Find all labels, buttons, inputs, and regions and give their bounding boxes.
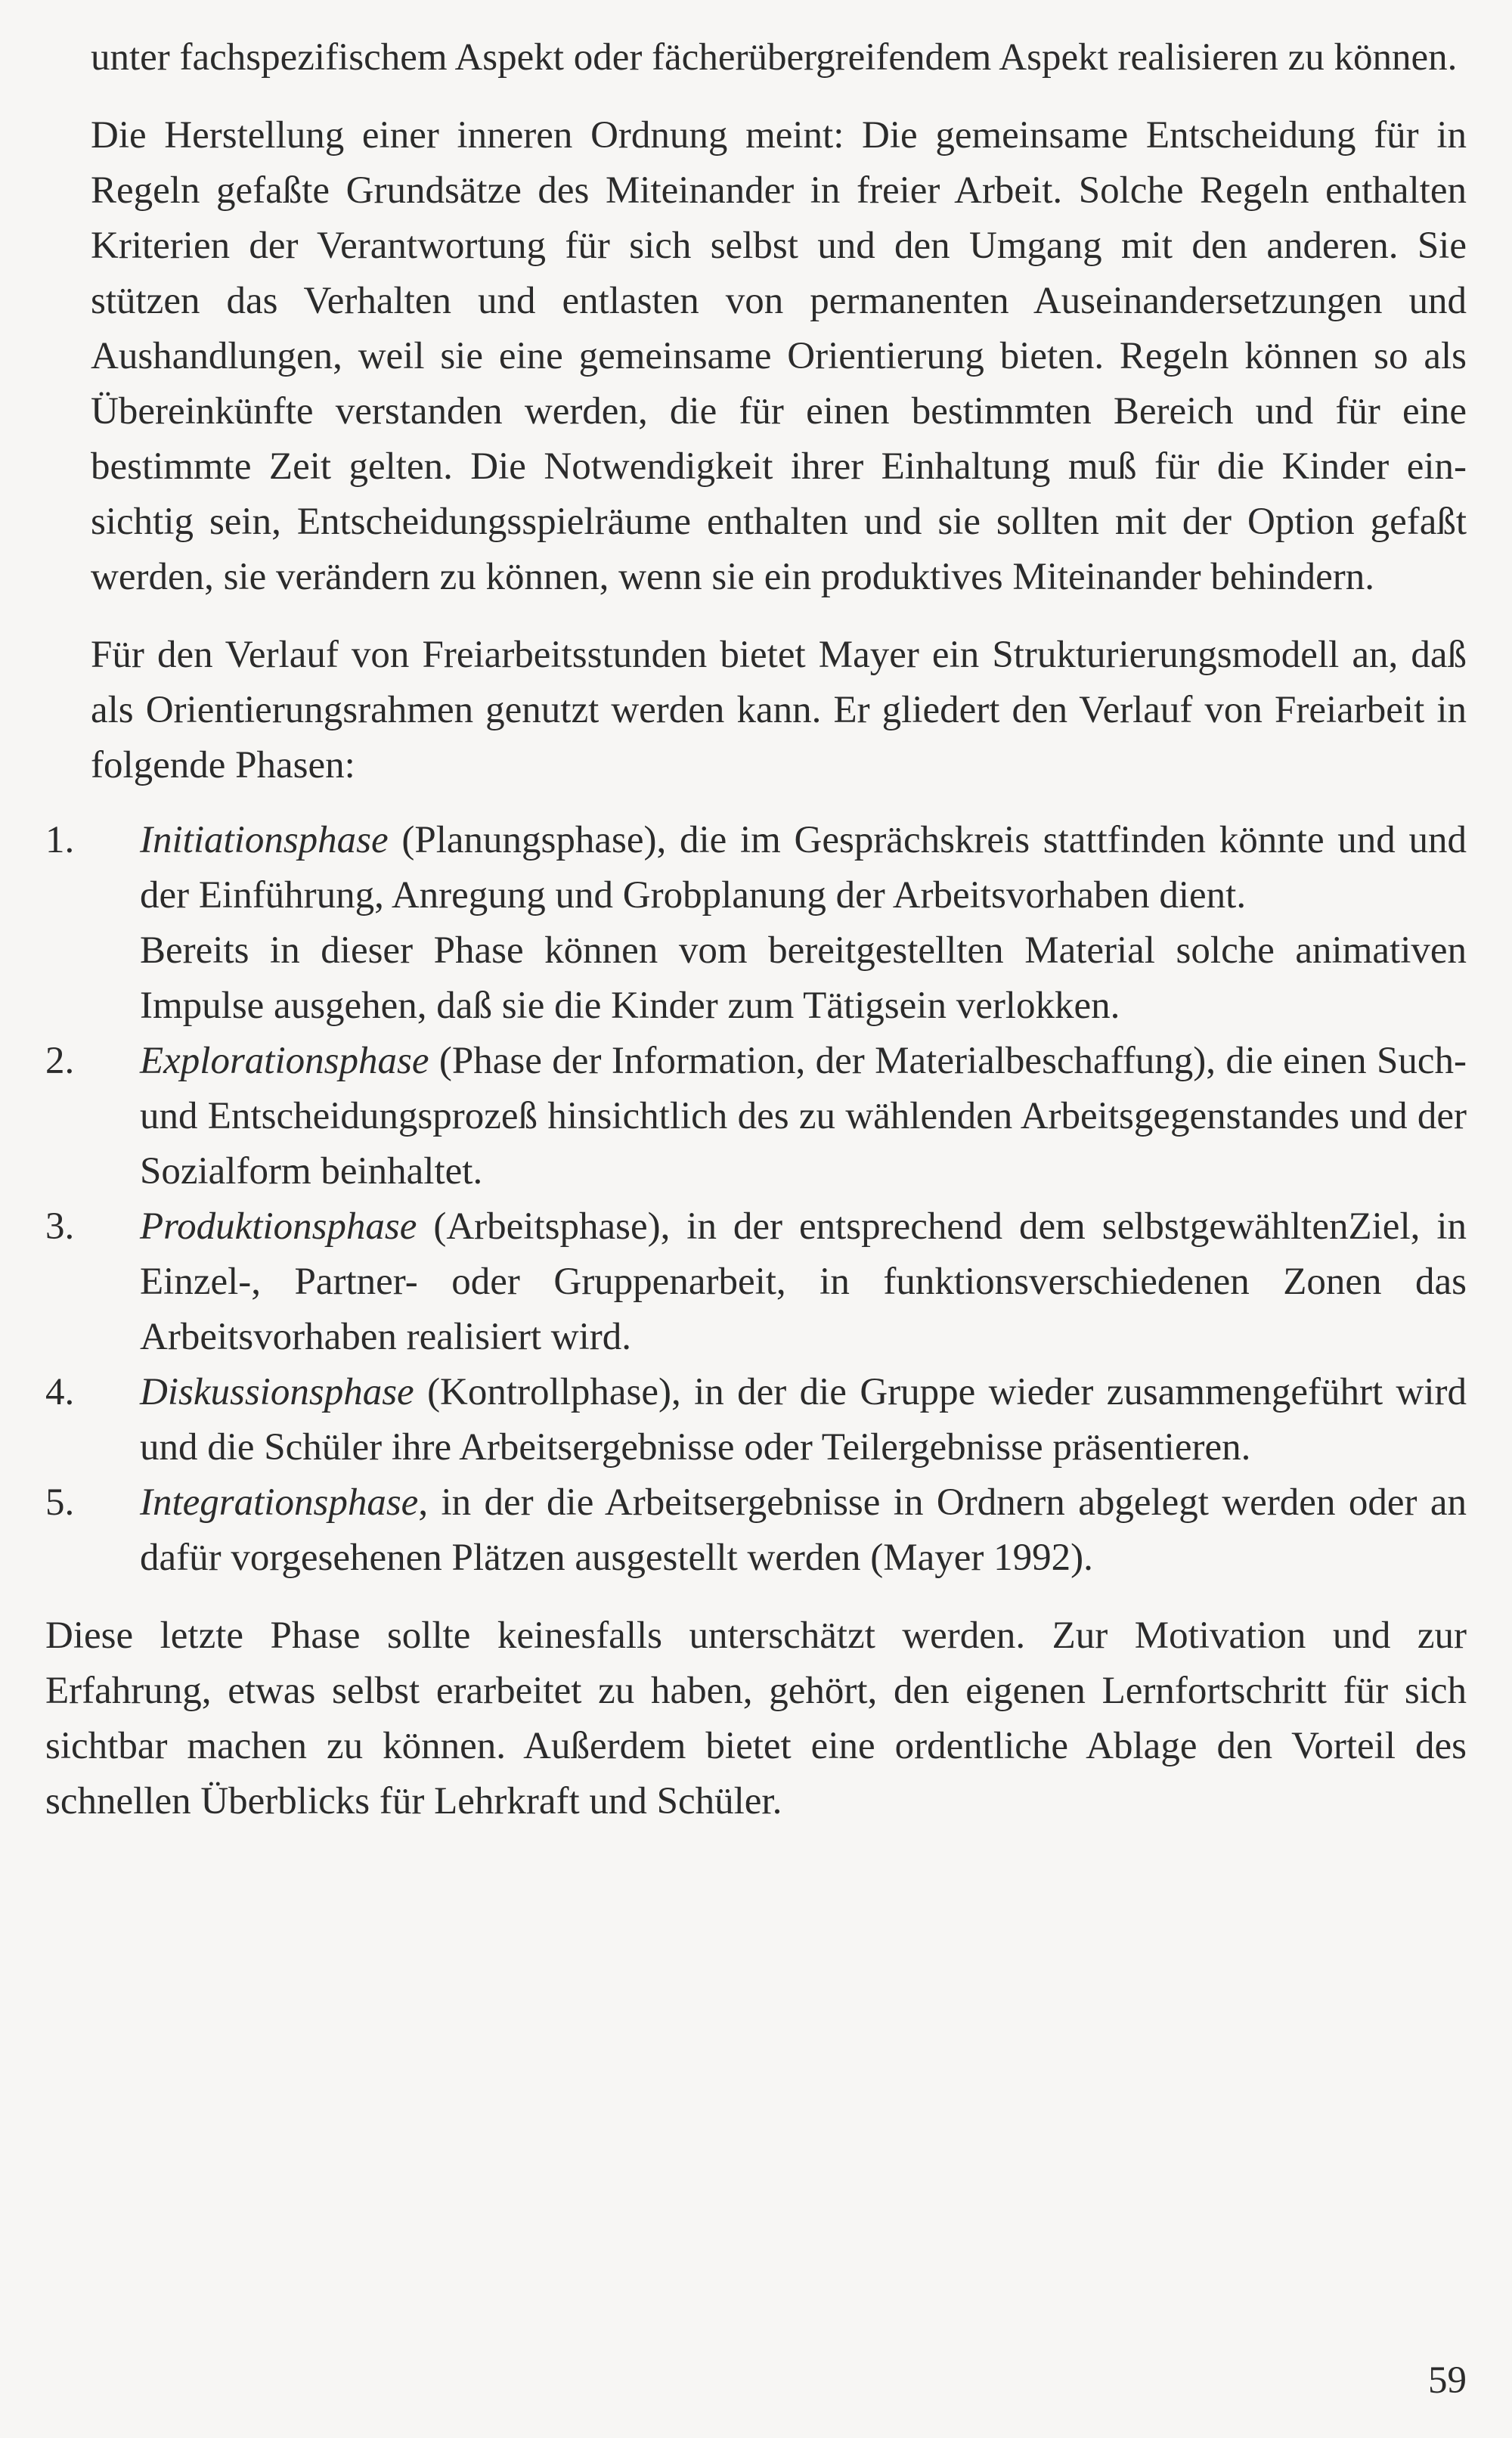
list-item (45, 1475, 1467, 1586)
list-item (45, 1034, 1467, 1199)
phase-extra-description: Bereits in dieser Phase können vom bereitgestellten Material solche animativen Impulse ausgehen, daß sie die Kinder zum Tätigsein verlokken. (140, 929, 1467, 1027)
phase-name: Produktionsphase (140, 1205, 417, 1248)
phase-description: (Arbeitsphase), in der entsprechend dem selbstgewähltenZiel, in Einzel-, Partner- oder Gruppenarbeit, in funktionsverschiedenen Zonen das Arbeitsvorhaben realisiert wird. (140, 1205, 1467, 1358)
paragraph-continuation: unter fachspezifischem Aspekt oder fächerübergreifendem Aspekt realisieren zu können. (91, 36, 1458, 79)
list-number: 2. (45, 1040, 75, 1082)
list-number: 3. (45, 1205, 75, 1248)
phase-name: Diskussionsphase (140, 1371, 414, 1413)
phase-description: (Planungsphase), die im Gesprächskreis stattfinden könnte und und der Einführung, Anregung und Grobplanung der Arbeitsvorhaben dient. (140, 819, 1467, 917)
phase-name: Initiationsphase (140, 819, 389, 861)
phase-description: , in der die Arbeitsergebnisse in Ordnern abgelegt werden oder an dafür vorgesehenen Plätzen ausgestellt werden (Mayer 1992). (140, 1481, 1467, 1579)
list-item (45, 1199, 1467, 1365)
phase-description: (Kontrollphase), in der die Gruppe wieder zusammengeführt wird und die Schüler ihre Arbeitsergebnisse oder Teilergebnisse präsentieren. (140, 1371, 1467, 1469)
paragraph-closing: Diese letzte Phase sollte keinesfalls unterschätzt werden. Zur Motivation und zur Erfahrung, etwas selbst erarbeitet zu haben, gehört, den eigenen Lernfortschritt für sich sichtbar machen zu können. Außerdem bietet eine ordentliche Ablage den Vorteil des schnellen Überblicks für Lehrkraft und Schüler. (45, 1614, 1467, 1822)
list-number: 5. (45, 1481, 75, 1524)
list-number: 4. (45, 1371, 75, 1413)
paragraph-inner-order: Die Herstellung einer inneren Ordnung meint: Die gemeinsame Entscheidung für in Regeln gefaßte Grundsätze des Miteinander in freier Arbeit. Solche Regeln enthalten Kriterien der Verantwortung für sich selbst und den Umgang mit den anderen. Sie stützen das Verhalten und entlasten von permanenten Auseinandersetzungen und Aushandlungen, weil sie eine gemeinsame Orientierung bieten. Regeln können so als Übereinkünfte verstanden werden, die für einen bestimmten Bereich und für eine bestimmte Zeit gelten. Die Notwendigkeit ihrer Einhaltung muß für die Kinder einsichtig sein, Entscheidungsspielräume enthalten und sie sollten mit der Option gefaßt werden, sie verändern zu können, wenn sie ein produktives Miteinander behindern. (91, 114, 1467, 598)
page-body (45, 30, 1467, 1868)
list-item (45, 1365, 1467, 1475)
phase-list (45, 813, 1467, 1586)
paragraph-structuring-model: Für den Verlauf von Freiarbeitsstunden bietet Mayer ein Strukturierungsmodell an, daß als Orientierungsrahmen genutzt werden kann. Er gliedert den Verlauf von Freiarbeit in folgende Phasen: (91, 634, 1467, 786)
list-item (45, 813, 1467, 1034)
phase-description: (Phase der Information, der Materialbeschaffung), die einen Such- und Entscheidungsprozeß hinsichtlich des zu wählenden Arbeitsgegenstandes und der Sozialform beinhaltet. (140, 1040, 1467, 1193)
phase-name: Explorationsphase (140, 1040, 429, 1082)
phase-name: Integrationsphase (140, 1481, 419, 1524)
page-number: 59 (1428, 2359, 1467, 2402)
list-number: 1. (45, 819, 75, 861)
